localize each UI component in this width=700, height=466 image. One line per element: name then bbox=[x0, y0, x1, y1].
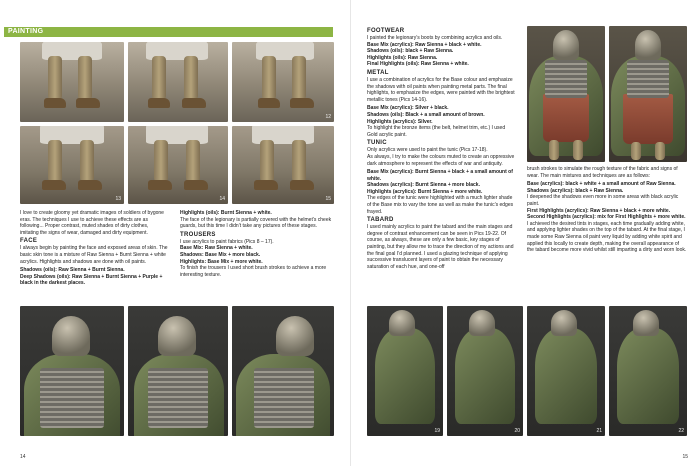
trousers-heading: TROUSERS bbox=[180, 231, 216, 238]
photo-number: 12 bbox=[325, 114, 331, 120]
tunic-intro: Only acrylics were used to paint the tunic (Pics 17-18). bbox=[367, 147, 488, 154]
tunic-shadows: Shadows (acrylics): Burnt Sienna + more black. bbox=[367, 182, 480, 189]
tabard-heading: TABARD bbox=[367, 217, 394, 224]
left-text-col-1 bbox=[20, 210, 168, 287]
photo-legs-5 bbox=[128, 126, 228, 204]
tunic-edges: The edges of the tunic were highlighted with a much lighter shade of the Base mix to vary the tone as well as make the tunic’s edges frayed. bbox=[367, 195, 514, 215]
photo-legs-1 bbox=[20, 42, 124, 122]
page-number: 14 bbox=[20, 454, 26, 460]
face-shadows: Shadows (oils): Raw Sienna + Burnt Sienna. bbox=[20, 267, 125, 274]
metal-heading: METAL bbox=[367, 69, 389, 76]
tunic-highlights: Highlights (acrylics): Burnt Sienna + more white. bbox=[367, 188, 483, 195]
photo-number: 21 bbox=[596, 428, 602, 434]
trousers-shadows: Shadows: Base Mix + more black. bbox=[180, 251, 261, 258]
metal-bronze: To highlight the bronze items (the belt, helmet trim, etc.) I used Gold acrylic paint. bbox=[367, 125, 506, 138]
photo-number: 15 bbox=[325, 196, 331, 202]
photo-back-1 bbox=[367, 306, 443, 436]
trousers-finish: To finish the trousers I used short brush strokes to achieve a more interesting texture. bbox=[180, 265, 327, 278]
highlights-oils: Highlights (oils): Burnt Sienna + white. bbox=[180, 210, 272, 216]
face-body: I always begin by painting the face and exposed areas of skin. The basic skin tone is a mixture of Raw Sienna + Burnt Sienna + white acrylics. Highlights and shadows are done with oil paints. bbox=[20, 245, 168, 265]
tabard-second-highlights: Second Highlights (acrylics): mix for First Highlights + more white. bbox=[527, 214, 686, 221]
tabard-final: I achieved the desired tints in stages, each time gradually adding white, and applying lighter shades on the top of the tabard. At the final stage, I made some Raw Sienna oil paint very liquid by adding white spirit and applied this locally to create depth, making the overall appearance of the tabard become more vivid whilst still imparting a dirty and worn look. bbox=[527, 220, 687, 254]
photo-tunic-2 bbox=[609, 26, 687, 162]
footwear-intro: I painted the legionary’s boots by combining acrylics and oils. bbox=[367, 35, 503, 41]
footwear-base: Base Mix (acrylics): Raw Sienna + black + white. bbox=[367, 41, 482, 48]
tabard-deep: I deepened the shadows even more in some areas with black acrylic paint. bbox=[527, 194, 679, 207]
intro-paragraph: I love to create gloomy yet dramatic images of soldiers of bygone eras. The techniques I use to achieve these effects are as following... Proper contrast, muted shades of dirty clothes, imitating the signs of wear, damaged and dirty equipment. bbox=[20, 210, 164, 236]
photo-number: 19 bbox=[434, 428, 440, 434]
face-deep-shadows: Deep Shadows (oils): Raw Sienna + Burnt Sienna + Purple + black in the darkest places. bbox=[20, 273, 163, 287]
tabard-shadows: Shadows (acrylics): black + Raw Sienna. bbox=[527, 187, 624, 194]
right-text-col-1 bbox=[367, 26, 517, 272]
tabard-body: I used mainly acrylics to paint the tabard and the main stages and degree of contrast enhancement can be seen in Pics 19-22. Of course, as always, these are only a few basic, key stages of painting, but they allow me to trace the direction of my actions and the final goal I’d planned. I used a glazing technique of applying successive translucent layers of paint to obtain the necessary saturation of each hue, and one-off bbox=[367, 224, 514, 270]
photo-legs-4 bbox=[20, 126, 124, 204]
metal-base: Base Mix (acrylics): Silver + black. bbox=[367, 105, 449, 112]
tunic-body: As always, I try to make the colours muted to create an oppressive dark atmosphere to represent the effects of war and antiquity. bbox=[367, 153, 515, 167]
photo-head-1 bbox=[20, 306, 124, 436]
photo-number: 14 bbox=[219, 196, 225, 202]
photo-number: 13 bbox=[115, 196, 121, 202]
helmet-note: The face of the legionary is partially covered with the helmet’s cheek guards, but this time I didn’t take any pictures of these stages. bbox=[180, 216, 332, 230]
tabard-base: Base (acrylics): black + white + a small amount of Raw Sienna. bbox=[527, 181, 676, 188]
left-text-col-2 bbox=[180, 210, 332, 280]
photo-head-3 bbox=[232, 306, 334, 436]
photo-legs-3 bbox=[232, 42, 334, 122]
photo-number: 20 bbox=[514, 428, 520, 434]
photo-legs-2 bbox=[128, 42, 228, 122]
metal-shadows: Shadows (oils): Black + a small amount of brown. bbox=[367, 111, 485, 118]
photo-back-3 bbox=[527, 306, 605, 436]
tunic-heading: TUNIC bbox=[367, 140, 387, 147]
metal-body: I use a combination of acrylics for the Base colour and emphasize the shadows with oil paints when painting metal parts. The final highlights, to emphasize the edges, were painted with the brightest metallic tones (Pics 14-16). bbox=[367, 76, 515, 103]
right-page bbox=[350, 0, 700, 466]
footwear-final: Final Highlights (oils): Raw Sienna + white. bbox=[367, 61, 469, 68]
photo-number: 22 bbox=[678, 428, 684, 434]
trousers-highlights: Highlights: Base Mix + more white. bbox=[180, 258, 263, 265]
footwear-highlights: Highlights (oils): Raw Sienna. bbox=[367, 54, 438, 61]
photo-head-2 bbox=[128, 306, 228, 436]
face-heading: FACE bbox=[20, 238, 38, 245]
page-number: 15 bbox=[682, 454, 688, 460]
tabard-continued: brush strokes to simulate the rough texture of the fabric and signs of wear. The main mixtures and techniques are as follows: bbox=[527, 166, 678, 179]
right-text-col-2 bbox=[527, 166, 687, 256]
photo-tunic-1 bbox=[527, 26, 605, 162]
tabard-first-highlights: First Highlights (acrylics): Raw Sienna + black + more white. bbox=[527, 207, 671, 214]
footwear-shadows: Shadows (oils): black + Raw Sienna. bbox=[367, 48, 454, 55]
footwear-heading: FOOTWEAR bbox=[367, 28, 405, 34]
tunic-base: Base Mix (acrylics): Burnt Sienna + black + a small amount of white. bbox=[367, 169, 513, 182]
photo-back-2 bbox=[447, 306, 523, 436]
photo-back-4 bbox=[609, 306, 687, 436]
trousers-intro: I use acrylics to paint fabrics (Pics 8 – 17). bbox=[180, 238, 274, 245]
metal-highlights: Highlights (acrylics): Silver. bbox=[367, 118, 433, 125]
trousers-base: Base Mix: Raw Sienna + white. bbox=[180, 245, 253, 252]
section-title: PAINTING bbox=[4, 27, 333, 37]
photo-legs-6 bbox=[232, 126, 334, 204]
